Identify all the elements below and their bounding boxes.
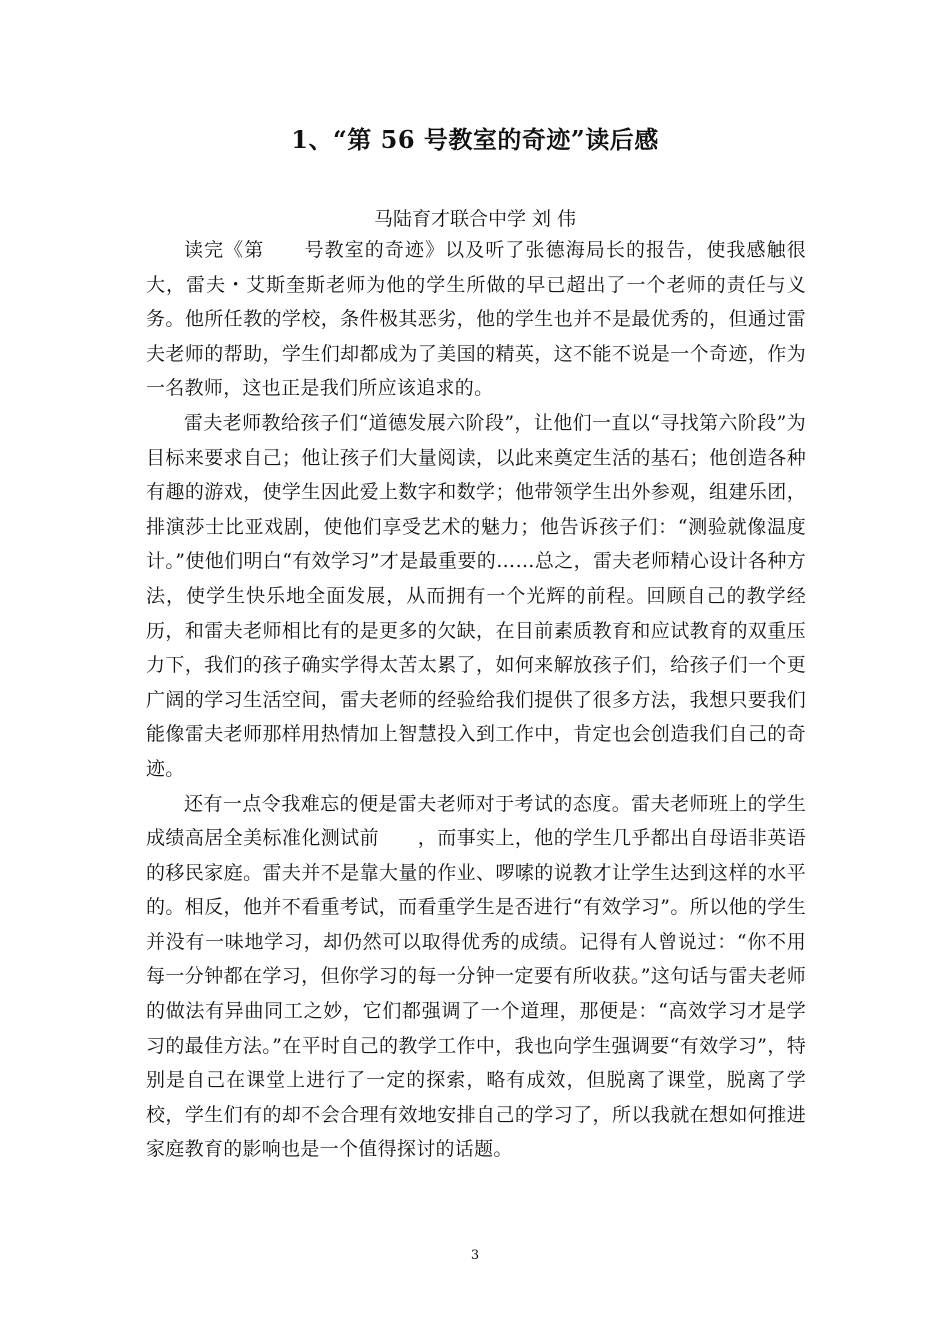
page-title: 1、“第 56 号教室的奇迹”读后感 xyxy=(291,125,659,154)
paragraph: 读完《第 号教室的奇迹》以及听了张德海局长的报告，使我感触很大，雷夫・艾斯奎斯老师为他的学生所做的早已超出了一个老师的责任与义务。他所任教的学校，条件极其恶劣，他的学生也并不是最优秀的，但通过雷夫老师的帮助，学生们却都成为了美国的精英，这不能不说是一个奇迹，作为一名教师，这也正是我们所应该追求的。 xyxy=(146,239,806,400)
paragraph: 还有一点令我难忘的便是雷夫老师对于考试的态度。雷夫老师班上的学生成绩高居全美标准化测试前 ，而事实上，他的学生几乎都出自母语非英语的移民家庭。雷夫并不是靠大量的作业、啰嗦的说教才让学生达到这样的水平的。相反，他并不看重考试，而看重学生是否进行“有效学习”。所以他的学生并没有一味地学习，却仍然可以取得优秀的成绩。记得有人曾说过：“你不用每一分钟都在学习，但你学习的每一分钟一定要有所收获。”这句话与雷夫老师的做法有异曲同工之妙，它们都强调了一个道理，那便是：“高效学习才是学习的最佳方法。”在平时自己的教学工作中，我也向学生强调要“有效学习”，特别是自己在课堂上进行了一定的探索，略有成效，但脱离了课堂，脱离了学校，学生们有的却不会合理有效地安排自己的学习了，所以我就在想如何推进家庭教育的影响也是一个值得探讨的话题。 xyxy=(146,792,806,1161)
body-text xyxy=(146,233,806,1167)
paragraph: 雷夫老师教给孩子们“道德发展六阶段”，让他们一直以“寻找第六阶段”为目标来要求自己；他让孩子们大量阅读，以此来奠定生活的基石；他创造各种有趣的游戏，使学生因此爱上数字和数学；他带领学生出外参观，组建乐团，排演莎士比亚戏剧，使他们享受艺术的魅力；他告诉孩子们：“测验就像温度计。”使他们明白“有效学习”才是最重要的……总之，雷夫老师精心设计各种方法，使学生快乐地全面发展，从而拥有一个光辉的前程。回顾自己的教学经历，和雷夫老师相比有的是更多的欠缺，在目前素质教育和应试教育的双重压力下，我们的孩子确实学得太苦太累了，如何来解放孩子们，给孩子们一个更广阔的学习生活空间，雷夫老师的经验给我们提供了很多方法，我想只要我们能像雷夫老师那样用热情加上智慧投入到工作中，肯定也会创造我们自己的奇迹。 xyxy=(146,411,806,780)
page-number: 3 xyxy=(470,1248,480,1263)
author-byline: 马陆育才联合中学 刘 伟 xyxy=(373,208,577,230)
